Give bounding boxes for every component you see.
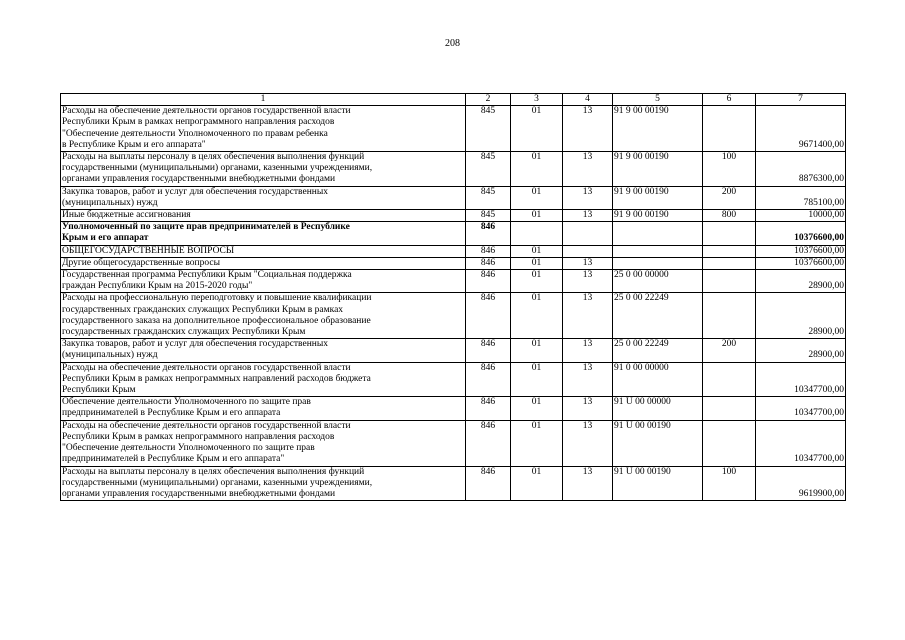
page-number: 208: [445, 38, 460, 49]
description-line: органами управления государственными внебюджетными фондами: [62, 488, 336, 499]
header-cell-1: 1: [61, 94, 466, 106]
cell-section: [511, 222, 563, 245]
cell-subsection: 13: [563, 186, 613, 209]
description-line: государственными (муниципальными) органами, казенными учреждениями,: [62, 163, 373, 174]
cell-section: 01: [511, 106, 563, 152]
description-line: государственного заказа на дополнительное профессиональное образование: [62, 315, 371, 326]
cell-ministry-code: 846: [466, 339, 511, 362]
cell-target-article: 91 U 00 00000: [613, 397, 703, 420]
cell-subsection: 13: [563, 420, 613, 466]
description-line: государственных гражданских служащих Республики Крым: [62, 327, 306, 338]
description-line: предпринимателей в Республике Крым и его аппарата": [62, 454, 285, 465]
cell-ministry-code: 846: [466, 362, 511, 397]
cell-target-article: [613, 257, 703, 269]
table-row: [61, 257, 846, 269]
cell-amount: 28900,00: [756, 339, 846, 362]
table-row: [61, 186, 846, 209]
row-description: [61, 339, 466, 362]
cell-subsection: 13: [563, 339, 613, 362]
cell-section: 01: [511, 420, 563, 466]
cell-section: 01: [511, 270, 563, 293]
cell-subsection: 13: [563, 257, 613, 269]
cell-ministry-code: 846: [466, 245, 511, 257]
cell-section: 01: [511, 210, 563, 222]
table-row: [61, 339, 846, 362]
cell-target-article: 91 9 00 00190: [613, 210, 703, 222]
row-description: [61, 210, 466, 222]
header-cell-3: 3: [511, 94, 563, 106]
budget-table: [60, 93, 846, 501]
cell-expense-type: [703, 420, 756, 466]
cell-subsection: 13: [563, 293, 613, 339]
row-description: [61, 397, 466, 420]
cell-ministry-code: 845: [466, 186, 511, 209]
description-line: предпринимателей в Республике Крым и его аппарата: [62, 408, 281, 419]
table-row: [61, 466, 846, 501]
cell-amount: 10376600,00: [756, 222, 846, 245]
cell-subsection: 13: [563, 152, 613, 187]
cell-amount: 28900,00: [756, 293, 846, 339]
table-row: [61, 210, 846, 222]
cell-amount: 10376600,00: [756, 257, 846, 269]
description-line: государственными (муниципальными) органами, казенными учреждениями,: [62, 477, 373, 488]
cell-section: 01: [511, 245, 563, 257]
cell-subsection: 13: [563, 106, 613, 152]
cell-expense-type: 100: [703, 466, 756, 501]
row-description: [61, 420, 466, 466]
cell-target-article: 91 9 00 00190: [613, 152, 703, 187]
cell-amount: 28900,00: [756, 270, 846, 293]
description-line: Расходы на обеспечение деятельности органов государственной власти: [62, 106, 351, 117]
cell-section: 01: [511, 152, 563, 187]
description-line: Расходы на выплаты персоналу в целях обеспечения выполнения функций: [62, 466, 365, 477]
table-row: [61, 420, 846, 466]
cell-subsection: [563, 222, 613, 245]
row-description: [61, 222, 466, 245]
row-description: [61, 106, 466, 152]
cell-ministry-code: 845: [466, 152, 511, 187]
description-line: в Республике Крым и его аппарата": [62, 139, 206, 150]
cell-section: 01: [511, 466, 563, 501]
header-row: [61, 94, 846, 106]
cell-ministry-code: 846: [466, 270, 511, 293]
description-line: Республики Крым в рамках непрограммных направлений расходов бюджета: [62, 373, 371, 384]
cell-expense-type: [703, 257, 756, 269]
cell-section: 01: [511, 257, 563, 269]
cell-ministry-code: 846: [466, 397, 511, 420]
cell-target-article: 91 9 00 00190: [613, 106, 703, 152]
cell-target-article: 91 U 00 00190: [613, 420, 703, 466]
row-description: [61, 257, 466, 269]
row-description: [61, 466, 466, 501]
description-line: Республики Крым: [62, 385, 136, 396]
cell-expense-type: [703, 362, 756, 397]
table-row: [61, 245, 846, 257]
cell-expense-type: [703, 245, 756, 257]
cell-subsection: 13: [563, 362, 613, 397]
cell-amount: 10347700,00: [756, 362, 846, 397]
cell-amount: 785100,00: [756, 186, 846, 209]
cell-ministry-code: 846: [466, 466, 511, 501]
table-row: [61, 397, 846, 420]
description-line: Государственная программа Республики Крым "Социальная поддержка: [62, 270, 352, 281]
header-cell-7: 7: [756, 94, 846, 106]
cell-section: 01: [511, 397, 563, 420]
cell-target-article: 25 0 00 00000: [613, 270, 703, 293]
cell-expense-type: [703, 397, 756, 420]
cell-section: 01: [511, 362, 563, 397]
description-line: "Обеспечение деятельности Уполномоченного по защите прав: [62, 443, 315, 454]
table-row: [61, 362, 846, 397]
cell-expense-type: [703, 270, 756, 293]
description-line: Расходы на обеспечение деятельности органов государственной власти: [62, 420, 351, 431]
cell-target-article: [613, 245, 703, 257]
cell-expense-type: 800: [703, 210, 756, 222]
cell-section: 01: [511, 293, 563, 339]
description-line: ОБЩЕГОСУДАРСТВЕННЫЕ ВОПРОСЫ: [62, 245, 235, 256]
cell-expense-type: 100: [703, 152, 756, 187]
cell-expense-type: [703, 106, 756, 152]
description-line: Уполномоченный по защите прав предпринимателей в Республике: [62, 222, 350, 233]
description-line: Республики Крым в рамках непрограммного направления расходов: [62, 431, 335, 442]
cell-target-article: [613, 222, 703, 245]
cell-target-article: 91 0 00 00000: [613, 362, 703, 397]
cell-ministry-code: 846: [466, 293, 511, 339]
cell-expense-type: 200: [703, 339, 756, 362]
cell-amount: 10376600,00: [756, 245, 846, 257]
header-cell-4: 4: [563, 94, 613, 106]
cell-section: 01: [511, 339, 563, 362]
cell-amount: 10347700,00: [756, 420, 846, 466]
description-line: Республики Крым в рамках непрограммного направления расходов: [62, 117, 335, 128]
cell-ministry-code: 846: [466, 420, 511, 466]
table-row: [61, 222, 846, 245]
row-description: [61, 362, 466, 397]
cell-subsection: 13: [563, 466, 613, 501]
cell-amount: 10347700,00: [756, 397, 846, 420]
description-line: Закупка товаров, работ и услуг для обеспечения государственных: [62, 339, 329, 350]
description-line: граждан Республики Крым на 2015-2020 годы": [62, 281, 253, 292]
description-line: (муниципальных) нужд: [62, 197, 158, 208]
row-description: [61, 152, 466, 187]
cell-target-article: 91 9 00 00190: [613, 186, 703, 209]
cell-ministry-code: 845: [466, 210, 511, 222]
cell-subsection: 13: [563, 210, 613, 222]
header-cell-2: 2: [466, 94, 511, 106]
description-line: Расходы на обеспечение деятельности органов государственной власти: [62, 362, 351, 373]
cell-ministry-code: 845: [466, 106, 511, 152]
cell-subsection: 13: [563, 397, 613, 420]
table-row: [61, 106, 846, 152]
cell-target-article: 25 0 00 22249: [613, 339, 703, 362]
description-line: Крым и его аппарат: [62, 233, 149, 244]
description-line: "Обеспечение деятельности Уполномоченного по правам ребенка: [62, 128, 328, 139]
header-cell-5: 5: [613, 94, 703, 106]
description-line: (муниципальных) нужд: [62, 350, 158, 361]
description-line: Расходы на профессиональную переподготовку и повышение квалификации: [62, 293, 372, 304]
cell-ministry-code: 846: [466, 222, 511, 245]
description-line: Расходы на выплаты персоналу в целях обеспечения выполнения функций: [62, 152, 365, 163]
description-line: государственных гражданских служащих Республики Крым в рамках: [62, 304, 344, 315]
cell-expense-type: [703, 293, 756, 339]
description-line: Иные бюджетные ассигнования: [62, 210, 191, 221]
cell-amount: 9619900,00: [756, 466, 846, 501]
cell-target-article: 91 U 00 00190: [613, 466, 703, 501]
cell-section: 01: [511, 186, 563, 209]
table-row: [61, 293, 846, 339]
cell-expense-type: [703, 222, 756, 245]
row-description: [61, 186, 466, 209]
row-description: [61, 245, 466, 257]
cell-amount: 10000,00: [756, 210, 846, 222]
header-cell-6: 6: [703, 94, 756, 106]
cell-amount: 8876300,00: [756, 152, 846, 187]
cell-ministry-code: 846: [466, 257, 511, 269]
cell-target-article: 25 0 00 22249: [613, 293, 703, 339]
cell-amount: 9671400,00: [756, 106, 846, 152]
description-line: Обеспечение деятельности Уполномоченного по защите прав: [62, 397, 311, 408]
description-line: Закупка товаров, работ и услуг для обеспечения государственных: [62, 186, 329, 197]
table-row: [61, 270, 846, 293]
row-description: [61, 270, 466, 293]
row-description: [61, 293, 466, 339]
description-line: органами управления государственными внебюджетными фондами: [62, 174, 336, 185]
cell-expense-type: 200: [703, 186, 756, 209]
cell-subsection: 13: [563, 270, 613, 293]
table-row: [61, 152, 846, 187]
description-line: Другие общегосударственные вопросы: [62, 257, 220, 268]
cell-subsection: [563, 245, 613, 257]
